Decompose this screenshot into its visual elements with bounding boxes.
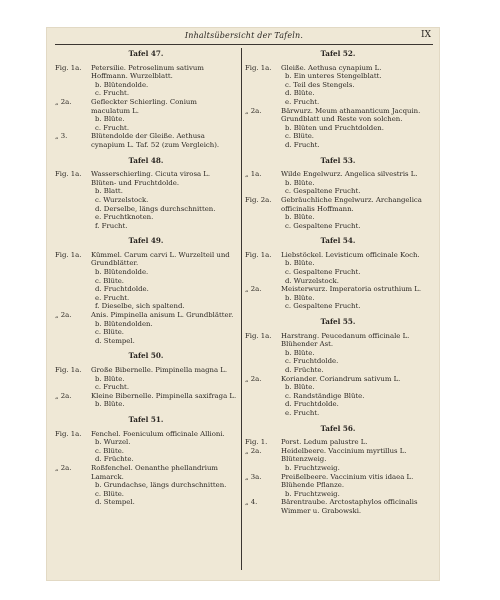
tafel-section: [55, 50, 237, 150]
figure-caption: Fenchel. Foeniculum officinale Allioni.: [91, 429, 225, 438]
figure-caption: f. Dieselbe, sich spaltend.: [95, 302, 185, 311]
figure-marker: Fig. 1a.: [55, 250, 82, 259]
tafel-section: [55, 352, 237, 409]
figure-marker: „ 2a.: [55, 463, 72, 472]
figure-caption: d. Frucht.: [285, 140, 320, 149]
figure-entry: [55, 124, 237, 133]
figure-caption: b. Fruchtzweig.: [285, 463, 340, 472]
tafel-heading: Tafel 47.: [128, 49, 164, 58]
figure-entry: [245, 187, 431, 196]
figure-caption: Blütendolde der Gleiße. Aethusa cynapium L. Taf. 52 (zum Vergleich).: [91, 132, 220, 149]
figure-caption: b. Blüte.: [95, 115, 125, 124]
figure-entry: [245, 196, 431, 213]
figure-entry: [245, 259, 431, 268]
figure-entry: [55, 366, 237, 375]
figure-caption: c. Fruchtdolde.: [285, 357, 339, 366]
figure-caption: b. Blüte.: [285, 213, 315, 222]
figure-caption: d. Früchte.: [285, 366, 324, 374]
figure-entry: [245, 141, 431, 150]
figure-entry: [245, 447, 431, 464]
figure-entry: [245, 294, 431, 303]
figure-caption: Petersilie. Petroselinum sativum Hoffmann. Wurzelblatt.: [91, 63, 204, 81]
left-column: [55, 48, 237, 574]
figure-caption: c. Frucht.: [95, 89, 130, 98]
figure-entry: [245, 132, 431, 141]
figure-entry: [55, 320, 237, 329]
figure-marker: Fig. 1a.: [55, 63, 82, 72]
tafel-heading: Tafel 53.: [320, 155, 356, 165]
figure-caption: Heidelbeere. Vaccinium myrtillus L. Blütenzweig.: [281, 446, 407, 464]
figure-caption: Anis. Pimpinella anisum L. Grundblätter.: [91, 311, 234, 320]
figure-marker: „ 3.: [55, 132, 68, 141]
figure-entry: [55, 447, 237, 456]
figure-caption: e. Frucht.: [95, 293, 130, 302]
figure-caption: c. Frucht.: [95, 123, 130, 132]
figure-entry: [245, 170, 431, 179]
tafel-heading: Tafel 52.: [320, 49, 356, 58]
tafel-heading: Tafel 51.: [128, 414, 164, 424]
figure-entry: [245, 107, 431, 124]
figure-caption: Porst. Ledum palustre L.: [281, 438, 368, 447]
figure-entry: [245, 490, 431, 499]
figure-caption: Liebstöckel. Levisticum officinale Koch.: [281, 250, 420, 259]
figure-caption: c. Gespaltene Frucht.: [285, 268, 361, 277]
figure-entry: [55, 490, 237, 499]
figure-entry: [55, 498, 237, 507]
tafel-heading: Tafel 50.: [128, 351, 164, 361]
figure-entry: [245, 222, 431, 231]
figure-caption: Gleiße. Aethusa cynapium L.: [281, 63, 382, 72]
page-number: IX: [421, 30, 431, 40]
tafel-heading: Tafel 54.: [320, 236, 356, 246]
figure-entry: [55, 375, 237, 384]
figure-caption: f. Frucht.: [95, 221, 128, 230]
tafel-section: [55, 157, 237, 231]
figure-entry: [55, 285, 237, 294]
figure-caption: c. Blüte.: [95, 276, 124, 285]
figure-marker: „ 2a.: [55, 311, 72, 320]
figure-entry: [245, 277, 431, 286]
figure-entry: [55, 115, 237, 124]
figure-caption: b. Blütendolde.: [95, 80, 149, 89]
figure-caption: c. Blüte.: [95, 446, 124, 455]
tafel-heading: Tafel 55.: [320, 317, 356, 327]
figure-caption: d. Früchte.: [95, 455, 134, 464]
figure-marker: Fig. 1a.: [55, 366, 82, 374]
figure-caption: c. Randständige Blüte.: [285, 391, 365, 400]
tafel-heading: Tafel 49.: [128, 236, 164, 246]
figure-caption: c. Teil des Stengels.: [285, 80, 355, 89]
figure-entry: [245, 409, 431, 418]
figure-entry: [245, 383, 431, 392]
tafel-section: [245, 425, 431, 516]
figure-entry: [245, 464, 431, 473]
figure-caption: c. Blüte.: [285, 132, 314, 141]
figure-caption: b. Ein unteres Stengelblatt.: [285, 72, 382, 81]
figure-caption: d. Blüte.: [285, 89, 315, 98]
figure-entry: [55, 392, 237, 401]
figure-entry: [245, 179, 431, 188]
figure-entry: [245, 357, 431, 366]
figure-caption: c. Gespaltene Frucht.: [285, 221, 361, 230]
figure-caption: Bärwurz. Meum athamanticum Jacquin. Grundblatt und Reste von solchen.: [281, 106, 421, 124]
figure-caption: b. Blüte.: [95, 374, 125, 383]
figure-caption: b. Blüte.: [285, 293, 315, 302]
figure-caption: c. Frucht.: [95, 383, 130, 392]
figure-caption: b. Blüte.: [285, 178, 315, 187]
figure-marker: „ 2a.: [245, 374, 262, 383]
figure-entry: [245, 400, 431, 409]
figure-entry: [245, 332, 431, 349]
figure-entry: [245, 392, 431, 401]
figure-entry: [55, 294, 237, 303]
tafel-section: [245, 237, 431, 311]
figure-caption: Preißelbeere. Vaccinium vitis idaea L. Blühende Pflanze.: [281, 472, 414, 490]
figure-caption: Gefleckter Schierling. Conium maculatum L.: [91, 97, 197, 115]
figure-entry: [245, 375, 431, 384]
figure-caption: d. Stempel.: [95, 336, 135, 345]
figure-marker: „ 1a.: [245, 170, 262, 179]
tafel-heading: Tafel 56.: [320, 423, 356, 433]
figure-entry: [55, 64, 237, 81]
figure-caption: b. Fruchtzweig.: [285, 489, 340, 498]
figure-marker: „ 2a.: [55, 97, 72, 106]
figure-marker: Fig. 1a.: [245, 250, 272, 259]
figure-caption: c. Wurzelstock.: [95, 195, 149, 204]
figure-entry: [55, 277, 237, 286]
figure-entry: [55, 132, 237, 149]
figure-caption: b. Blüte.: [95, 400, 125, 409]
figure-entry: [245, 64, 431, 73]
figure-entry: [245, 473, 431, 490]
figure-entry: [55, 400, 237, 409]
page-title: Inhaltsübersicht der Tafeln.: [184, 31, 304, 40]
figure-entry: [245, 98, 431, 107]
figure-entry: [55, 383, 237, 392]
tafel-section: [55, 416, 237, 507]
figure-entry: [55, 455, 237, 464]
figure-entry: [55, 222, 237, 231]
figure-caption: b. Blatt.: [95, 187, 123, 196]
figure-entry: [245, 89, 431, 98]
figure-caption: Koriander. Coriandrum sativum L.: [281, 374, 401, 383]
figure-marker: „ 2a.: [55, 391, 72, 400]
figure-caption: Wasserschierling. Cicuta virosa L. Blüten- und Fruchtdolde.: [91, 170, 211, 187]
figure-marker: Fig. 1.: [245, 438, 268, 447]
figure-caption: d. Fruchtdolde.: [285, 400, 339, 409]
figure-caption: d. Stempel.: [95, 498, 135, 507]
figure-entry: [245, 498, 431, 515]
figure-entry: [245, 81, 431, 90]
figure-entry: [55, 268, 237, 277]
figure-entry: [55, 464, 237, 481]
figure-marker: Fig. 2a.: [245, 195, 272, 204]
figure-entry: [55, 430, 237, 439]
figure-entry: [55, 302, 237, 311]
tafel-heading: Tafel 48.: [128, 155, 164, 165]
figure-entry: [245, 124, 431, 133]
figure-entry: [245, 349, 431, 358]
figure-caption: Gebräuchliche Engelwurz. Archangelica officinalis Hoffmann.: [281, 195, 422, 213]
figure-caption: Harstrang. Peucedanum officinale L. Blühender Ast.: [281, 331, 410, 349]
figure-caption: Bärentraube. Arctostaphylos officinalis Wimmer u. Grabowski.: [281, 498, 418, 515]
figure-caption: b. Wurzel.: [95, 438, 131, 447]
figure-entry: [55, 170, 237, 187]
figure-caption: e. Frucht.: [285, 97, 320, 106]
figure-entry: [55, 328, 237, 337]
tafel-section: [245, 50, 431, 150]
figure-entry: [245, 72, 431, 81]
column-divider: [241, 48, 242, 570]
figure-caption: c. Blüte.: [95, 489, 124, 498]
figure-caption: Große Bibernelle. Pimpinella magna L.: [91, 366, 228, 374]
figure-caption: Roßfenchel. Oenanthe phellandrium Lamarck.: [91, 463, 218, 481]
figure-caption: b. Blüte.: [285, 259, 315, 268]
figure-marker: „ 2a.: [245, 446, 262, 455]
figure-marker: Fig. 1a.: [245, 331, 272, 340]
figure-entry: [55, 196, 237, 205]
figure-caption: b. Grundachse, längs durchschnitten.: [95, 481, 227, 490]
figure-caption: Kleine Bibernelle. Pimpinella saxifraga L.: [91, 391, 237, 400]
tafel-section: [245, 157, 431, 231]
figure-entry: [55, 251, 237, 268]
figure-caption: Meisterwurz. Imperatoria ostruthium L.: [281, 285, 422, 294]
figure-marker: Fig. 1a.: [55, 429, 82, 438]
figure-caption: e. Frucht.: [285, 408, 320, 417]
figure-entry: [55, 481, 237, 490]
figure-caption: c. Gespaltene Frucht.: [285, 187, 361, 196]
figure-entry: [55, 205, 237, 214]
figure-marker: „ 2a.: [245, 106, 262, 115]
figure-caption: c. Blüte.: [95, 328, 124, 337]
figure-caption: b. Blüten und Fruchtdolden.: [285, 123, 384, 132]
figure-entry: [55, 311, 237, 320]
figure-entry: [245, 251, 431, 260]
figure-marker: Fig. 1a.: [55, 170, 82, 179]
figure-caption: b. Blüte.: [285, 348, 315, 357]
figure-caption: Wilde Engelwurz. Angelica silvestris L.: [281, 170, 418, 179]
figure-entry: [55, 337, 237, 346]
figure-caption: b. Blütendolde.: [95, 268, 149, 277]
figure-caption: c. Gespaltene Frucht.: [285, 302, 361, 311]
tafel-section: [55, 237, 237, 345]
figure-marker: Fig. 1a.: [245, 63, 272, 72]
figure-entry: [245, 438, 431, 447]
figure-caption: d. Wurzelstock.: [285, 276, 339, 285]
figure-caption: d. Fruchtdolde.: [95, 285, 149, 294]
figure-entry: [55, 187, 237, 196]
figure-entry: [55, 213, 237, 222]
figure-caption: b. Blüte.: [285, 383, 315, 392]
figure-marker: „ 2a.: [245, 285, 262, 294]
figure-entry: [245, 285, 431, 294]
figure-entry: [55, 89, 237, 98]
figure-marker: „ 3a.: [245, 472, 262, 481]
figure-caption: d. Derselbe, längs durchschnitten.: [95, 204, 216, 213]
figure-entry: [245, 213, 431, 222]
figure-caption: Kümmel. Carum carvi L. Wurzelteil und Grundblätter.: [91, 250, 230, 268]
figure-caption: b. Blütendolden.: [95, 319, 153, 328]
right-column: [245, 48, 431, 574]
book-page: [47, 28, 439, 580]
figure-entry: [55, 98, 237, 115]
figure-entry: [55, 438, 237, 447]
figure-entry: [245, 268, 431, 277]
figure-entry: [55, 81, 237, 90]
figure-caption: e. Fruchtknoten.: [95, 213, 154, 222]
tafel-section: [245, 318, 431, 418]
figure-entry: [245, 302, 431, 311]
figure-entry: [245, 366, 431, 375]
figure-marker: „ 4.: [245, 498, 258, 507]
page-header: [55, 30, 433, 45]
